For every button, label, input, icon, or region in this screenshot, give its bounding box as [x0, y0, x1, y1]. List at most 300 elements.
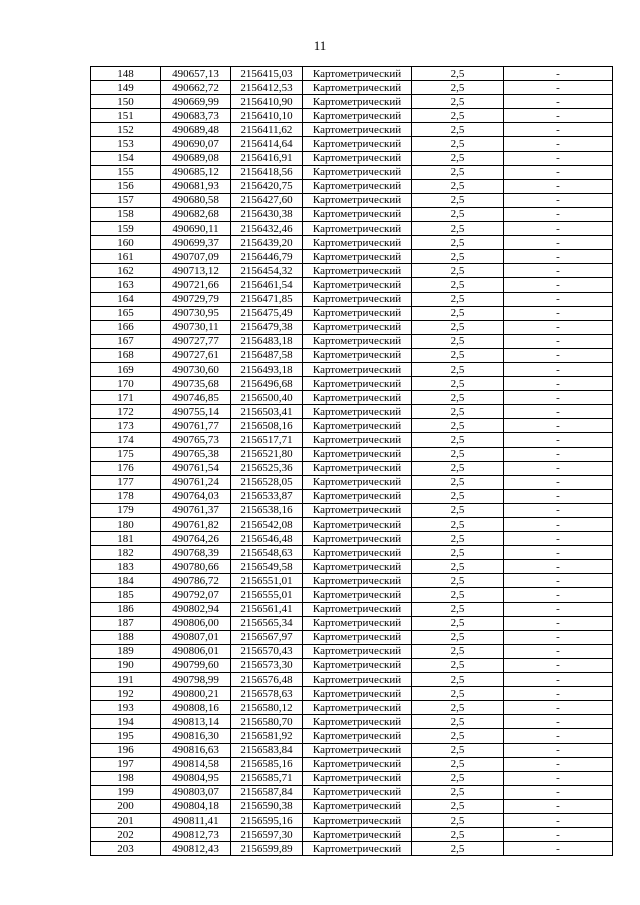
- method-cell: Картометрический: [303, 489, 412, 503]
- point-number-cell: 155: [91, 165, 161, 179]
- description-cell: -: [504, 179, 613, 193]
- method-cell: Картометрический: [303, 447, 412, 461]
- table-row: [91, 701, 613, 715]
- point-number-cell: 198: [91, 771, 161, 785]
- x-coordinate-cell: 490689,48: [161, 123, 231, 137]
- table-row: [91, 630, 613, 644]
- point-number-cell: 194: [91, 715, 161, 729]
- table-row: [91, 560, 613, 574]
- y-coordinate-cell: 2156521,80: [231, 447, 303, 461]
- accuracy-cell: 2,5: [412, 771, 504, 785]
- y-coordinate-cell: 2156585,71: [231, 771, 303, 785]
- y-coordinate-cell: 2156549,58: [231, 560, 303, 574]
- accuracy-cell: 2,5: [412, 306, 504, 320]
- point-number-cell: 175: [91, 447, 161, 461]
- point-number-cell: 186: [91, 602, 161, 616]
- description-cell: -: [504, 560, 613, 574]
- accuracy-cell: 2,5: [412, 334, 504, 348]
- table-row: [91, 532, 613, 546]
- table-row: [91, 503, 613, 517]
- table-row: [91, 306, 613, 320]
- table-row: [91, 644, 613, 658]
- table-row: [91, 278, 613, 292]
- table-row: [91, 602, 613, 616]
- y-coordinate-cell: 2156487,58: [231, 348, 303, 362]
- method-cell: Картометрический: [303, 320, 412, 334]
- y-coordinate-cell: 2156461,54: [231, 278, 303, 292]
- method-cell: Картометрический: [303, 250, 412, 264]
- method-cell: Картометрический: [303, 729, 412, 743]
- point-number-cell: 201: [91, 813, 161, 827]
- x-coordinate-cell: 490761,24: [161, 475, 231, 489]
- accuracy-cell: 2,5: [412, 109, 504, 123]
- accuracy-cell: 2,5: [412, 532, 504, 546]
- accuracy-cell: 2,5: [412, 673, 504, 687]
- description-cell: -: [504, 588, 613, 602]
- accuracy-cell: 2,5: [412, 630, 504, 644]
- y-coordinate-cell: 2156503,41: [231, 405, 303, 419]
- x-coordinate-cell: 490721,66: [161, 278, 231, 292]
- x-coordinate-cell: 490764,03: [161, 489, 231, 503]
- description-cell: -: [504, 137, 613, 151]
- table-row: [91, 828, 613, 842]
- x-coordinate-cell: 490727,61: [161, 348, 231, 362]
- y-coordinate-cell: 2156483,18: [231, 334, 303, 348]
- y-coordinate-cell: 2156508,16: [231, 419, 303, 433]
- x-coordinate-cell: 490690,07: [161, 137, 231, 151]
- accuracy-cell: 2,5: [412, 560, 504, 574]
- y-coordinate-cell: 2156583,84: [231, 743, 303, 757]
- y-coordinate-cell: 2156410,90: [231, 95, 303, 109]
- table-row: [91, 419, 613, 433]
- point-number-cell: 193: [91, 701, 161, 715]
- point-number-cell: 168: [91, 348, 161, 362]
- x-coordinate-cell: 490689,08: [161, 151, 231, 165]
- x-coordinate-cell: 490802,94: [161, 602, 231, 616]
- accuracy-cell: 2,5: [412, 165, 504, 179]
- x-coordinate-cell: 490780,66: [161, 560, 231, 574]
- table-row: [91, 377, 613, 391]
- accuracy-cell: 2,5: [412, 433, 504, 447]
- method-cell: Картометрический: [303, 630, 412, 644]
- x-coordinate-cell: 490690,11: [161, 222, 231, 236]
- point-number-cell: 203: [91, 842, 161, 856]
- y-coordinate-cell: 2156500,40: [231, 391, 303, 405]
- description-cell: -: [504, 729, 613, 743]
- description-cell: -: [504, 109, 613, 123]
- x-coordinate-cell: 490761,82: [161, 518, 231, 532]
- description-cell: -: [504, 715, 613, 729]
- table-row: [91, 151, 613, 165]
- description-cell: -: [504, 743, 613, 757]
- description-cell: -: [504, 222, 613, 236]
- point-number-cell: 190: [91, 658, 161, 672]
- table-row: [91, 658, 613, 672]
- description-cell: -: [504, 644, 613, 658]
- accuracy-cell: 2,5: [412, 292, 504, 306]
- description-cell: -: [504, 433, 613, 447]
- x-coordinate-cell: 490812,43: [161, 842, 231, 856]
- x-coordinate-cell: 490669,99: [161, 95, 231, 109]
- accuracy-cell: 2,5: [412, 391, 504, 405]
- table-row: [91, 616, 613, 630]
- method-cell: Картометрический: [303, 771, 412, 785]
- method-cell: Картометрический: [303, 165, 412, 179]
- method-cell: Картометрический: [303, 461, 412, 475]
- method-cell: Картометрический: [303, 701, 412, 715]
- method-cell: Картометрический: [303, 842, 412, 856]
- accuracy-cell: 2,5: [412, 362, 504, 376]
- y-coordinate-cell: 2156493,18: [231, 362, 303, 376]
- description-cell: -: [504, 503, 613, 517]
- y-coordinate-cell: 2156410,10: [231, 109, 303, 123]
- table-row: [91, 518, 613, 532]
- y-coordinate-cell: 2156538,16: [231, 503, 303, 517]
- point-number-cell: 191: [91, 673, 161, 687]
- table-row: [91, 320, 613, 334]
- description-cell: -: [504, 574, 613, 588]
- y-coordinate-cell: 2156580,70: [231, 715, 303, 729]
- x-coordinate-cell: 490808,16: [161, 701, 231, 715]
- description-cell: -: [504, 602, 613, 616]
- accuracy-cell: 2,5: [412, 574, 504, 588]
- method-cell: Картометрический: [303, 743, 412, 757]
- point-number-cell: 167: [91, 334, 161, 348]
- table-row: [91, 757, 613, 771]
- y-coordinate-cell: 2156573,30: [231, 658, 303, 672]
- x-coordinate-cell: 490761,54: [161, 461, 231, 475]
- y-coordinate-cell: 2156587,84: [231, 785, 303, 799]
- description-cell: -: [504, 687, 613, 701]
- x-coordinate-cell: 490699,37: [161, 236, 231, 250]
- description-cell: -: [504, 813, 613, 827]
- x-coordinate-cell: 490761,37: [161, 503, 231, 517]
- x-coordinate-cell: 490816,63: [161, 743, 231, 757]
- y-coordinate-cell: 2156578,63: [231, 687, 303, 701]
- description-cell: -: [504, 250, 613, 264]
- point-number-cell: 169: [91, 362, 161, 376]
- x-coordinate-cell: 490804,18: [161, 799, 231, 813]
- accuracy-cell: 2,5: [412, 95, 504, 109]
- y-coordinate-cell: 2156546,48: [231, 532, 303, 546]
- x-coordinate-cell: 490806,01: [161, 644, 231, 658]
- y-coordinate-cell: 2156432,46: [231, 222, 303, 236]
- method-cell: Картометрический: [303, 362, 412, 376]
- x-coordinate-cell: 490813,14: [161, 715, 231, 729]
- point-number-cell: 181: [91, 532, 161, 546]
- point-number-cell: 188: [91, 630, 161, 644]
- method-cell: Картометрический: [303, 236, 412, 250]
- point-number-cell: 158: [91, 207, 161, 221]
- method-cell: Картометрический: [303, 588, 412, 602]
- point-number-cell: 177: [91, 475, 161, 489]
- x-coordinate-cell: 490730,60: [161, 362, 231, 376]
- table-row: [91, 123, 613, 137]
- method-cell: Картометрический: [303, 503, 412, 517]
- description-cell: -: [504, 461, 613, 475]
- description-cell: -: [504, 447, 613, 461]
- point-number-cell: 176: [91, 461, 161, 475]
- table-row: [91, 250, 613, 264]
- y-coordinate-cell: 2156475,49: [231, 306, 303, 320]
- accuracy-cell: 2,5: [412, 151, 504, 165]
- description-cell: -: [504, 81, 613, 95]
- x-coordinate-cell: 490682,68: [161, 207, 231, 221]
- x-coordinate-cell: 490683,73: [161, 109, 231, 123]
- method-cell: Картометрический: [303, 179, 412, 193]
- method-cell: Картометрический: [303, 222, 412, 236]
- table-row: [91, 391, 613, 405]
- description-cell: -: [504, 828, 613, 842]
- method-cell: Картометрический: [303, 109, 412, 123]
- description-cell: -: [504, 419, 613, 433]
- point-number-cell: 149: [91, 81, 161, 95]
- y-coordinate-cell: 2156415,03: [231, 67, 303, 81]
- point-number-cell: 182: [91, 546, 161, 560]
- y-coordinate-cell: 2156570,43: [231, 644, 303, 658]
- method-cell: Картометрический: [303, 828, 412, 842]
- x-coordinate-cell: 490768,39: [161, 546, 231, 560]
- description-cell: -: [504, 405, 613, 419]
- description-cell: -: [504, 616, 613, 630]
- method-cell: Картометрический: [303, 433, 412, 447]
- accuracy-cell: 2,5: [412, 461, 504, 475]
- table-row: [91, 207, 613, 221]
- x-coordinate-cell: 490816,30: [161, 729, 231, 743]
- table-row: [91, 673, 613, 687]
- method-cell: Картометрический: [303, 264, 412, 278]
- accuracy-cell: 2,5: [412, 799, 504, 813]
- description-cell: -: [504, 518, 613, 532]
- method-cell: Картометрический: [303, 419, 412, 433]
- method-cell: Картометрический: [303, 123, 412, 137]
- x-coordinate-cell: 490755,14: [161, 405, 231, 419]
- description-cell: -: [504, 278, 613, 292]
- y-coordinate-cell: 2156599,89: [231, 842, 303, 856]
- table-row: [91, 771, 613, 785]
- x-coordinate-cell: 490685,12: [161, 165, 231, 179]
- y-coordinate-cell: 2156479,38: [231, 320, 303, 334]
- accuracy-cell: 2,5: [412, 644, 504, 658]
- accuracy-cell: 2,5: [412, 503, 504, 517]
- description-cell: -: [504, 320, 613, 334]
- accuracy-cell: 2,5: [412, 348, 504, 362]
- method-cell: Картометрический: [303, 799, 412, 813]
- y-coordinate-cell: 2156597,30: [231, 828, 303, 842]
- point-number-cell: 178: [91, 489, 161, 503]
- method-cell: Картометрический: [303, 67, 412, 81]
- point-number-cell: 160: [91, 236, 161, 250]
- description-cell: -: [504, 757, 613, 771]
- x-coordinate-cell: 490764,26: [161, 532, 231, 546]
- y-coordinate-cell: 2156528,05: [231, 475, 303, 489]
- description-cell: -: [504, 236, 613, 250]
- x-coordinate-cell: 490761,77: [161, 419, 231, 433]
- y-coordinate-cell: 2156454,32: [231, 264, 303, 278]
- y-coordinate-cell: 2156411,62: [231, 123, 303, 137]
- method-cell: Картометрический: [303, 95, 412, 109]
- x-coordinate-cell: 490803,07: [161, 785, 231, 799]
- table-row: [91, 799, 613, 813]
- x-coordinate-cell: 490729,79: [161, 292, 231, 306]
- table-row: [91, 348, 613, 362]
- point-number-cell: 150: [91, 95, 161, 109]
- method-cell: Картометрический: [303, 757, 412, 771]
- y-coordinate-cell: 2156555,01: [231, 588, 303, 602]
- table-row: [91, 165, 613, 179]
- table-row: [91, 546, 613, 560]
- y-coordinate-cell: 2156430,38: [231, 207, 303, 221]
- accuracy-cell: 2,5: [412, 518, 504, 532]
- accuracy-cell: 2,5: [412, 405, 504, 419]
- table-row: [91, 729, 613, 743]
- description-cell: -: [504, 348, 613, 362]
- method-cell: Картометрический: [303, 391, 412, 405]
- table-row: [91, 405, 613, 419]
- table-row: [91, 433, 613, 447]
- x-coordinate-cell: 490680,58: [161, 193, 231, 207]
- point-number-cell: 173: [91, 419, 161, 433]
- table-row: [91, 475, 613, 489]
- accuracy-cell: 2,5: [412, 123, 504, 137]
- coordinates-table-body: [91, 67, 613, 856]
- point-number-cell: 184: [91, 574, 161, 588]
- y-coordinate-cell: 2156542,08: [231, 518, 303, 532]
- description-cell: -: [504, 546, 613, 560]
- x-coordinate-cell: 490807,01: [161, 630, 231, 644]
- description-cell: -: [504, 771, 613, 785]
- point-number-cell: 171: [91, 391, 161, 405]
- y-coordinate-cell: 2156416,91: [231, 151, 303, 165]
- point-number-cell: 151: [91, 109, 161, 123]
- point-number-cell: 170: [91, 377, 161, 391]
- method-cell: Картометрический: [303, 532, 412, 546]
- description-cell: -: [504, 842, 613, 856]
- method-cell: Картометрический: [303, 377, 412, 391]
- description-cell: -: [504, 489, 613, 503]
- x-coordinate-cell: 490727,77: [161, 334, 231, 348]
- y-coordinate-cell: 2156567,97: [231, 630, 303, 644]
- y-coordinate-cell: 2156551,01: [231, 574, 303, 588]
- point-number-cell: 152: [91, 123, 161, 137]
- accuracy-cell: 2,5: [412, 377, 504, 391]
- description-cell: -: [504, 292, 613, 306]
- accuracy-cell: 2,5: [412, 207, 504, 221]
- table-row: [91, 67, 613, 81]
- point-number-cell: 189: [91, 644, 161, 658]
- table-row: [91, 574, 613, 588]
- method-cell: Картометрический: [303, 518, 412, 532]
- y-coordinate-cell: 2156548,63: [231, 546, 303, 560]
- description-cell: -: [504, 67, 613, 81]
- point-number-cell: 185: [91, 588, 161, 602]
- method-cell: Картометрический: [303, 137, 412, 151]
- table-row: [91, 785, 613, 799]
- description-cell: -: [504, 264, 613, 278]
- y-coordinate-cell: 2156580,12: [231, 701, 303, 715]
- description-cell: -: [504, 391, 613, 405]
- description-cell: -: [504, 532, 613, 546]
- table-row: [91, 362, 613, 376]
- table-row: [91, 461, 613, 475]
- table-row: [91, 743, 613, 757]
- method-cell: Картометрический: [303, 602, 412, 616]
- y-coordinate-cell: 2156418,56: [231, 165, 303, 179]
- accuracy-cell: 2,5: [412, 179, 504, 193]
- accuracy-cell: 2,5: [412, 137, 504, 151]
- accuracy-cell: 2,5: [412, 828, 504, 842]
- description-cell: -: [504, 799, 613, 813]
- table-row: [91, 334, 613, 348]
- table-row: [91, 687, 613, 701]
- accuracy-cell: 2,5: [412, 729, 504, 743]
- accuracy-cell: 2,5: [412, 785, 504, 799]
- point-number-cell: 183: [91, 560, 161, 574]
- method-cell: Картометрический: [303, 405, 412, 419]
- description-cell: -: [504, 658, 613, 672]
- x-coordinate-cell: 490657,13: [161, 67, 231, 81]
- point-number-cell: 197: [91, 757, 161, 771]
- method-cell: Картометрический: [303, 292, 412, 306]
- y-coordinate-cell: 2156576,48: [231, 673, 303, 687]
- description-cell: -: [504, 193, 613, 207]
- x-coordinate-cell: 490804,95: [161, 771, 231, 785]
- description-cell: -: [504, 785, 613, 799]
- method-cell: Картометрический: [303, 644, 412, 658]
- accuracy-cell: 2,5: [412, 475, 504, 489]
- x-coordinate-cell: 490662,72: [161, 81, 231, 95]
- y-coordinate-cell: 2156525,36: [231, 461, 303, 475]
- point-number-cell: 179: [91, 503, 161, 517]
- description-cell: -: [504, 701, 613, 715]
- point-number-cell: 192: [91, 687, 161, 701]
- y-coordinate-cell: 2156581,92: [231, 729, 303, 743]
- y-coordinate-cell: 2156517,71: [231, 433, 303, 447]
- point-number-cell: 172: [91, 405, 161, 419]
- x-coordinate-cell: 490765,73: [161, 433, 231, 447]
- method-cell: Картометрический: [303, 673, 412, 687]
- x-coordinate-cell: 490812,73: [161, 828, 231, 842]
- x-coordinate-cell: 490746,85: [161, 391, 231, 405]
- accuracy-cell: 2,5: [412, 546, 504, 560]
- table-row: [91, 447, 613, 461]
- point-number-cell: 180: [91, 518, 161, 532]
- accuracy-cell: 2,5: [412, 842, 504, 856]
- x-coordinate-cell: 490713,12: [161, 264, 231, 278]
- point-number-cell: 174: [91, 433, 161, 447]
- table-row: [91, 264, 613, 278]
- point-number-cell: 156: [91, 179, 161, 193]
- x-coordinate-cell: 490765,38: [161, 447, 231, 461]
- table-row: [91, 179, 613, 193]
- point-number-cell: 165: [91, 306, 161, 320]
- table-row: [91, 222, 613, 236]
- accuracy-cell: 2,5: [412, 419, 504, 433]
- point-number-cell: 166: [91, 320, 161, 334]
- x-coordinate-cell: 490799,60: [161, 658, 231, 672]
- table-row: [91, 95, 613, 109]
- y-coordinate-cell: 2156427,60: [231, 193, 303, 207]
- method-cell: Картометрический: [303, 475, 412, 489]
- y-coordinate-cell: 2156414,64: [231, 137, 303, 151]
- accuracy-cell: 2,5: [412, 602, 504, 616]
- table-row: [91, 292, 613, 306]
- x-coordinate-cell: 490792,07: [161, 588, 231, 602]
- method-cell: Картометрический: [303, 687, 412, 701]
- table-row: [91, 842, 613, 856]
- y-coordinate-cell: 2156446,79: [231, 250, 303, 264]
- accuracy-cell: 2,5: [412, 588, 504, 602]
